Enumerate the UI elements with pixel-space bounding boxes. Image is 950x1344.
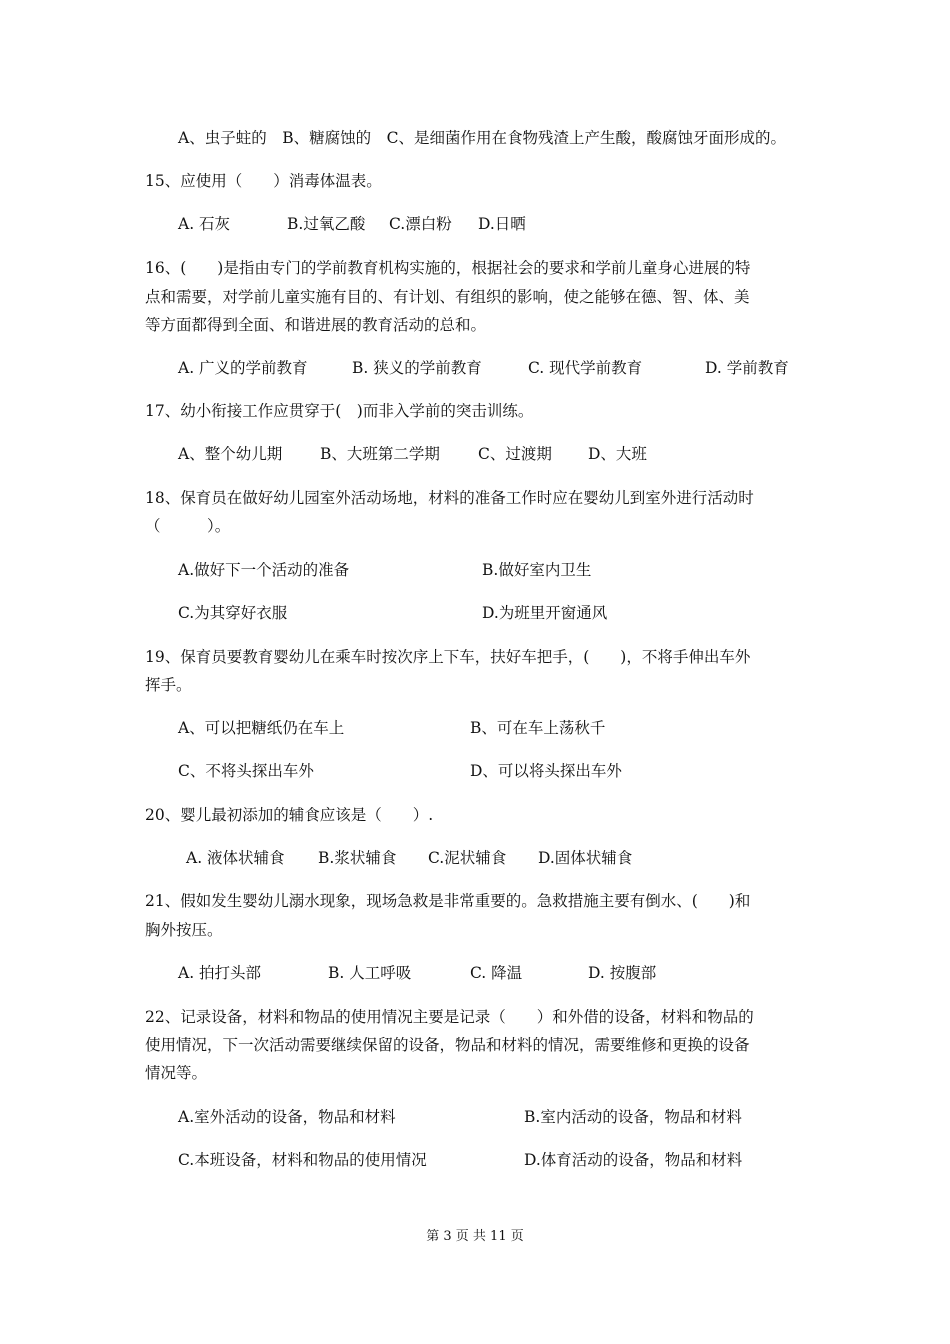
q19-option-a: A、可以把糖纸仍在车上: [178, 719, 345, 737]
question-22-line2: 使用情况，下一次活动需要继续保留的设备，物品和材料的情况，需要维修和更换的设备: [145, 1036, 750, 1054]
q19-option-c: C、不将头探出车外: [178, 762, 314, 780]
q20-option-d: D.固体状辅食: [538, 849, 633, 867]
q20-option-a: A. 液体状辅食: [186, 849, 285, 867]
q16-option-b: B. 狭义的学前教育: [352, 359, 482, 377]
q16-option-d: D. 学前教育: [705, 359, 789, 377]
q17-option-c: C、过渡期: [478, 445, 552, 463]
page-footer: 第 3 页 共 11 页: [426, 1229, 524, 1244]
q22-option-a: A.室外活动的设备，物品和材料: [178, 1108, 396, 1126]
q18-option-c: C.为其穿好衣服: [178, 604, 288, 622]
question-18-line1: 18、保育员在做好幼儿园室外活动场地，材料的准备工作时应在婴幼儿到室外进行活动时: [145, 489, 754, 507]
question-17: 17、幼小衔接工作应贯穿于( )而非入学前的突击训练。: [145, 402, 534, 420]
question-19-line1: 19、保育员要教育婴幼儿在乘车时按次序上下车，扶好车把手，( )，不将手伸出车外: [145, 648, 751, 666]
q16-option-c: C. 现代学前教育: [528, 359, 643, 377]
q20-option-c: C.泥状辅食: [428, 849, 507, 867]
q21-option-a: A. 拍打头部: [178, 964, 262, 982]
q15-option-a: A. 石灰: [178, 215, 231, 233]
question-22-line3: 情况等。: [145, 1064, 208, 1082]
q17-option-b: B、大班第二学期: [320, 445, 440, 463]
q18-option-d: D.为班里开窗通风: [482, 604, 608, 622]
q18-option-a: A.做好下一个活动的准备: [178, 561, 350, 579]
question-18-line2: （ ）。: [145, 517, 231, 535]
q15-option-d: D.日晒: [478, 215, 526, 233]
question-21-line1: 21、假如发生婴幼儿溺水现象，现场急救是非常重要的。急救措施主要有倒水、( )和: [145, 892, 751, 910]
q21-option-b: B. 人工呼吸: [328, 964, 412, 982]
q22-option-b: B.室内活动的设备，物品和材料: [524, 1108, 742, 1126]
q16-option-a: A. 广义的学前教育: [178, 359, 308, 377]
q21-option-d: D. 按腹部: [588, 964, 657, 982]
q20-option-b: B.浆状辅食: [318, 849, 397, 867]
question-21-line2: 胸外按压。: [145, 921, 223, 939]
question-16-line3: 等方面都得到全面、和谐进展的教育活动的总和。: [145, 316, 487, 334]
question-22-line1: 22、记录设备，材料和物品的使用情况主要是记录（ ）和外借的设备，材料和物品的: [145, 1008, 754, 1026]
question-19-line2: 挥手。: [145, 676, 192, 694]
question-20: 20、婴儿最初添加的辅食应该是（ ）.: [145, 806, 434, 824]
q14-options: A、虫子蛀的 B、糖腐蚀的 C、是细菌作用在食物残渣上产生酸，酸腐蚀牙面形成的。: [178, 129, 786, 147]
q18-option-b: B.做好室内卫生: [482, 561, 592, 579]
q22-option-c: C.本班设备，材料和物品的使用情况: [178, 1151, 427, 1169]
q15-option-c: C.漂白粉: [389, 215, 452, 233]
q19-option-d: D、可以将头探出车外: [470, 762, 622, 780]
q17-option-a: A、整个幼儿期: [178, 445, 283, 463]
q22-option-d: D.体育活动的设备，物品和材料: [524, 1151, 743, 1169]
q17-option-d: D、大班: [588, 445, 647, 463]
question-15: 15、应使用（ ）消毒体温表。: [145, 172, 382, 190]
q19-option-b: B、可在车上荡秋千: [470, 719, 606, 737]
q21-option-c: C. 降温: [470, 964, 523, 982]
question-16-line2: 点和需要，对学前儿童实施有目的、有计划、有组织的影响，使之能够在德、智、体、美: [145, 288, 750, 306]
question-16-line1: 16、( )是指由专门的学前教育机构实施的，根据社会的要求和学前儿童身心进展的特: [145, 259, 751, 277]
q15-option-b: B.过氧乙酸: [287, 215, 366, 233]
